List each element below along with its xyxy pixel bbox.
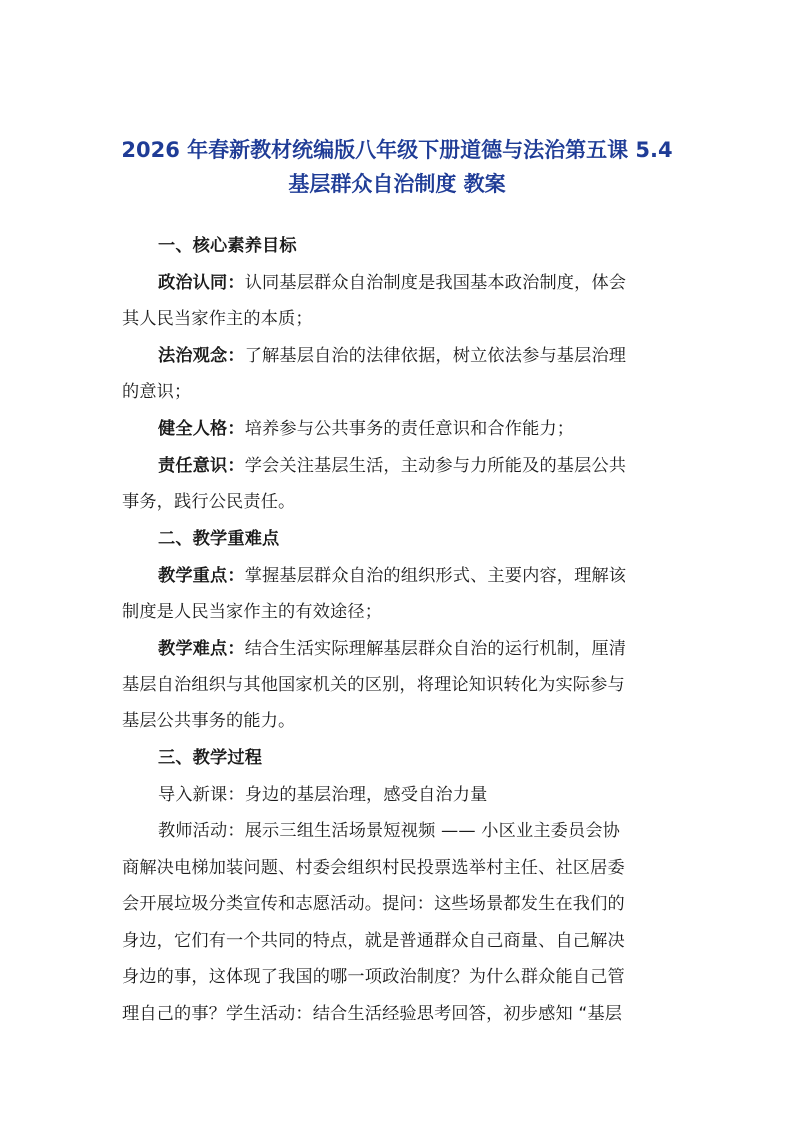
paragraph-text: 制度是人民当家作主的有效途径；	[122, 602, 383, 622]
section-heading-process: 三、教学过程	[158, 748, 263, 768]
term-responsibility: 责任意识：	[158, 456, 245, 476]
paragraph-law	[158, 343, 688, 369]
paragraph-politics	[158, 270, 688, 296]
term-person: 健全人格：	[158, 419, 245, 439]
paragraph-text: 培养参与公共事务的责任意识和合作能力；	[244, 419, 575, 439]
paragraph-difficulty	[158, 636, 688, 662]
paragraph-focus	[158, 563, 688, 589]
paragraph-responsibility	[158, 453, 688, 479]
paragraph-text: 理自己的事？学生活动：结合生活经验思考回答，初步感知 “基层	[122, 1004, 623, 1024]
paragraph-text: 学会关注基层生活，主动参与力所能及的基层公共	[244, 456, 627, 476]
paragraph-person	[158, 416, 688, 442]
paragraph-text: 其人民当家作主的本质；	[122, 309, 313, 329]
paragraph-text: 结合生活实际理解基层群众自治的运行机制，厘清	[244, 639, 627, 659]
paragraph-text: 了解基层自治的法律依据，树立依法参与基层治理	[244, 346, 627, 366]
term-difficulty: 教学难点：	[158, 639, 245, 659]
paragraph-text: 事务，践行公民责任。	[122, 492, 296, 512]
paragraph-text: 基层自治组织与其他国家机关的区别，将理论知识转化为实际参与	[122, 675, 625, 695]
document-title-line-1: 2026 年春新教材统编版八年级下册道德与法治第五课 5.4	[121, 138, 673, 162]
section-heading-keypoints: 二、教学重难点	[158, 529, 280, 549]
paragraph-text: 基层公共事务的能力。	[122, 711, 296, 731]
document-title-line-2: 基层群众自治制度 教案	[288, 172, 506, 196]
section-heading-goals: 一、核心素养目标	[158, 236, 297, 256]
term-law: 法治观念：	[158, 346, 245, 366]
paragraph-text: 教师活动：展示三组生活场景短视频 —— 小区业主委员会协	[158, 821, 621, 841]
paragraph-text: 掌握基层群众自治的组织形式、主要内容，理解该	[244, 566, 627, 586]
paragraph-text: 认同基层群众自治制度是我国基本政治制度，体会	[244, 273, 627, 293]
paragraph-text: 身边的事，这体现了我国的哪一项政治制度？为什么群众能自己管	[122, 967, 625, 987]
term-focus: 教学重点：	[158, 566, 245, 586]
paragraph-intro: 导入新课：身边的基层治理，感受自治力量	[158, 785, 488, 805]
paragraph-text: 身边，它们有一个共同的特点，就是普通群众自己商量、自己解决	[122, 931, 625, 951]
paragraph-text: 会开展垃圾分类宣传和志愿活动。提问：这些场景都发生在我们的	[122, 894, 625, 914]
paragraph-text: 的意识；	[122, 382, 192, 402]
term-politics: 政治认同：	[158, 273, 245, 293]
paragraph-text: 商解决电梯加装问题、村委会组织村民投票选举村主任、社区居委	[122, 858, 625, 878]
